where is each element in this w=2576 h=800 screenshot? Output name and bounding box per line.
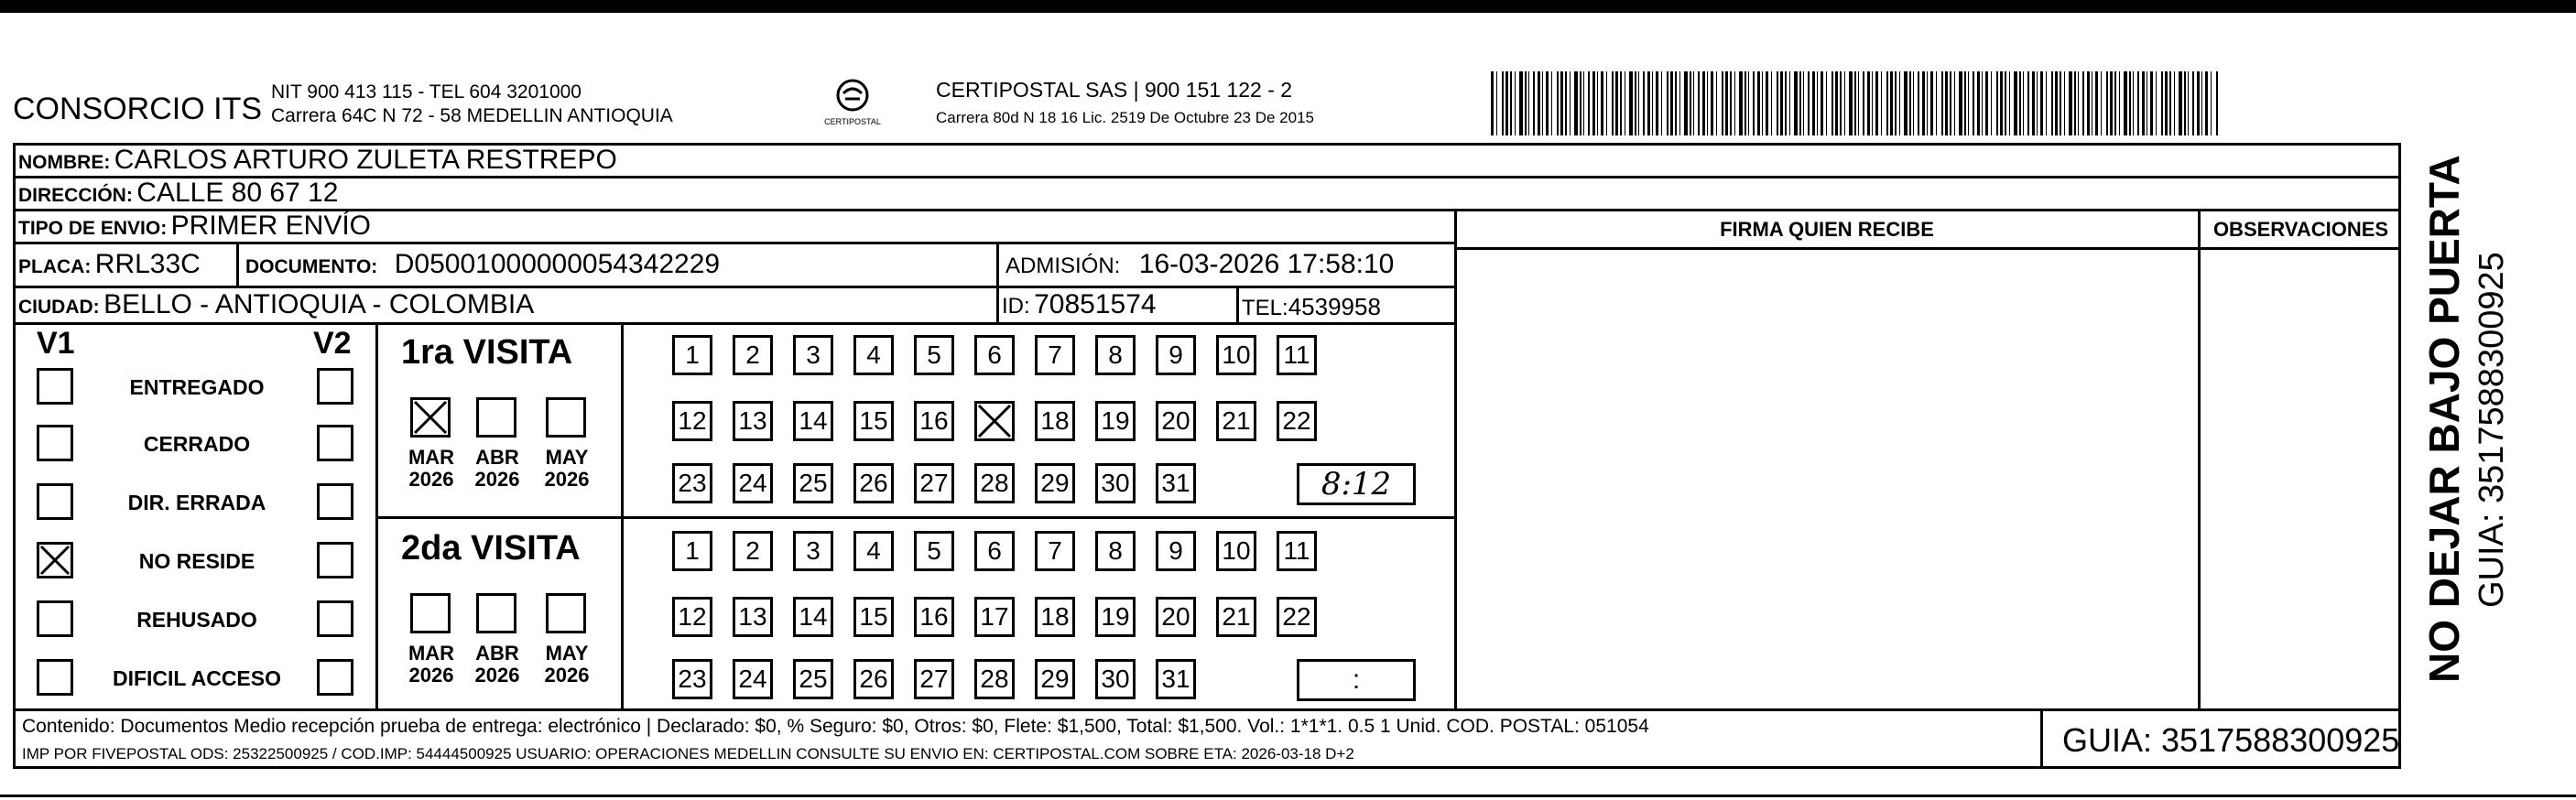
v1-header: V1 <box>37 326 75 361</box>
v2-checkbox[interactable] <box>317 368 353 405</box>
id-value: 70851574 <box>1034 289 1157 319</box>
carrier-address: Carrera 80d N 18 16 Lic. 2519 De Octubre 23 De 2015 <box>936 109 1314 126</box>
nombre-value: CARLOS ARTURO ZULETA RESTREPO <box>114 145 617 175</box>
month-year: 2026 <box>474 664 520 686</box>
day-box[interactable]: 9 <box>1156 531 1196 571</box>
day-box[interactable]: 20 <box>1156 401 1196 441</box>
firma-label: FIRMA QUIEN RECIBE <box>1720 218 1934 241</box>
day-box[interactable]: 7 <box>1035 531 1075 571</box>
row-placa: PLACA: RRL33C <box>18 249 201 279</box>
day-box[interactable]: 24 <box>733 463 773 503</box>
day-box[interactable]: 30 <box>1095 659 1136 699</box>
month-label <box>535 447 599 491</box>
day-box[interactable]: 27 <box>914 659 954 699</box>
day-box[interactable]: 7 <box>1035 335 1075 375</box>
month-year: 2026 <box>544 664 590 686</box>
day-box[interactable]: 31 <box>1156 463 1196 503</box>
day-box[interactable]: 25 <box>793 659 833 699</box>
side-warning: NO DEJAR BAJO PUERTA <box>2420 155 2468 683</box>
v2-checkbox[interactable] <box>317 483 353 520</box>
day-box[interactable]: 18 <box>1035 401 1075 441</box>
side-guia: GUIA: 3517588300925 <box>2473 252 2511 608</box>
footer-imp: IMP POR FIVEPOSTAL ODS: 25322500925 / COD.IMP: 54444500925 USUARIO: OPERACIONES MEDELLIN CONSULTE SU ENVIO EN: CERTIPOSTAL.COM SOBRE ETA: 2026-03-18 D+2 <box>22 745 1354 762</box>
state-label: ENTREGADO <box>129 375 265 399</box>
day-box[interactable]: 1 <box>672 335 712 375</box>
day-box[interactable]: 9 <box>1156 335 1196 375</box>
row-nombre: NOMBRE: CARLOS ARTURO ZULETA RESTREPO <box>18 145 617 175</box>
visit-title: 2da VISITA <box>401 529 581 568</box>
month-checkbox[interactable] <box>476 593 516 633</box>
documento-value: D05001000000054342229 <box>394 249 721 279</box>
tel-value: 4539958 <box>1288 293 1381 320</box>
state-label: NO RESIDE <box>138 549 255 573</box>
row-id: ID: 70851574 <box>1002 289 1157 319</box>
hour-box[interactable]: : <box>1297 659 1416 701</box>
certipostal-logo <box>815 77 890 128</box>
month-label <box>465 643 529 686</box>
day-box[interactable]: 14 <box>793 401 833 441</box>
placa-value: RRL33C <box>94 249 201 279</box>
day-box[interactable]: 3 <box>793 531 833 571</box>
v1-checkbox[interactable] <box>37 483 73 520</box>
day-box[interactable]: 29 <box>1035 659 1075 699</box>
day-box[interactable]: 22 <box>1277 401 1317 441</box>
day-box[interactable]: 8 <box>1095 531 1136 571</box>
footer-content: Contenido: Documentos Medio recepción prueba de entrega: electrónico | Declarado: $0, % Seguro: $0, Otros: $0, Flete: $1,500, Total: $1,500. Vol.: 1*1*1. 0.5 1 Unid. COD. POSTAL: 051054 <box>22 716 1649 737</box>
day-box[interactable]: 28 <box>974 659 1015 699</box>
v1-checkbox[interactable] <box>37 600 73 637</box>
day-box[interactable]: 14 <box>793 597 833 637</box>
month-label <box>399 643 463 686</box>
observaciones-label: OBSERVACIONES <box>2212 218 2389 241</box>
month-checkbox[interactable] <box>410 397 451 438</box>
day-box[interactable]: 17 <box>974 597 1015 637</box>
row-tel: TEL:4539958 <box>1242 293 1381 320</box>
company-name: CONSORCIO ITS <box>13 92 263 126</box>
day-box[interactable]: 23 <box>672 659 712 699</box>
day-box[interactable]: 21 <box>1216 401 1256 441</box>
month-name: MAY <box>545 642 589 665</box>
day-box[interactable]: 25 <box>793 463 833 503</box>
day-box[interactable]: 5 <box>914 335 954 375</box>
day-box[interactable]: 27 <box>914 463 954 503</box>
month-year: 2026 <box>474 468 520 491</box>
month-label <box>399 447 463 491</box>
ciudad-value: BELLO - ANTIOQUIA - COLOMBIA <box>103 289 535 319</box>
day-box[interactable]: 16 <box>914 597 954 637</box>
row-ciudad: CIUDAD: BELLO - ANTIOQUIA - COLOMBIA <box>18 289 535 319</box>
v2-checkbox[interactable] <box>317 542 353 578</box>
row-documento: DOCUMENTO: D05001000000054342229 <box>245 249 721 279</box>
month-label <box>465 447 529 491</box>
v1-checkbox[interactable] <box>37 368 73 405</box>
hour-box[interactable]: 8:12 <box>1297 463 1416 505</box>
day-box[interactable]: 20 <box>1156 597 1196 637</box>
admision-value: 16-03-2026 17:58:10 <box>1138 249 1395 279</box>
day-box[interactable]: 12 <box>672 597 712 637</box>
day-box[interactable]: 4 <box>853 335 894 375</box>
state-label: REHUSADO <box>136 608 257 632</box>
visit-title: 1ra VISITA <box>401 333 573 372</box>
day-box[interactable]: 30 <box>1095 463 1136 503</box>
day-box[interactable]: 6 <box>974 531 1015 571</box>
month-checkbox[interactable] <box>410 593 451 633</box>
day-box[interactable]: 19 <box>1095 401 1136 441</box>
day-box[interactable]: 28 <box>974 463 1015 503</box>
day-box[interactable]: 15 <box>853 401 894 441</box>
month-name: MAY <box>545 446 589 469</box>
day-box[interactable]: 8 <box>1095 335 1136 375</box>
tipo-value: PRIMER ENVÍO <box>170 211 372 241</box>
day-box[interactable]: 15 <box>853 597 894 637</box>
month-year: 2026 <box>408 468 454 491</box>
row-tipo: TIPO DE ENVIO: PRIMER ENVÍO <box>18 211 372 241</box>
v1-checkbox[interactable] <box>37 542 73 578</box>
day-box[interactable]: 11 <box>1277 335 1317 375</box>
month-checkbox[interactable] <box>546 593 586 633</box>
day-box[interactable]: 5 <box>914 531 954 571</box>
v2-checkbox[interactable] <box>317 425 353 461</box>
day-box[interactable]: 2 <box>733 335 773 375</box>
day-box[interactable]: 11 <box>1277 531 1317 571</box>
month-name: ABR <box>475 446 519 469</box>
day-box[interactable]: 26 <box>853 463 894 503</box>
day-box[interactable]: 1 <box>672 531 712 571</box>
row-direccion: DIRECCIÓN: CALLE 80 67 12 <box>18 178 339 208</box>
barcode <box>1491 71 2223 135</box>
day-box[interactable]: 23 <box>672 463 712 503</box>
row-admision: ADMISIÓN: 16-03-2026 17:58:10 <box>1005 249 1395 279</box>
month-name: MAR <box>408 446 455 469</box>
day-box[interactable]: 19 <box>1095 597 1136 637</box>
v2-checkbox[interactable] <box>317 659 353 696</box>
month-name: MAR <box>408 642 455 665</box>
v2-header: V2 <box>313 326 352 361</box>
day-box[interactable]: 13 <box>733 597 773 637</box>
day-box[interactable]: 10 <box>1216 531 1256 571</box>
direccion-value: CALLE 80 67 12 <box>136 178 339 208</box>
company-nit: NIT 900 413 115 - TEL 604 3201000 <box>271 81 582 103</box>
v2-checkbox[interactable] <box>317 600 353 637</box>
v1-checkbox[interactable] <box>37 425 73 461</box>
v1-checkbox[interactable] <box>37 659 73 696</box>
day-box[interactable]: 29 <box>1035 463 1075 503</box>
day-box[interactable]: 6 <box>974 335 1015 375</box>
day-box[interactable]: 4 <box>853 531 894 571</box>
day-box[interactable]: 18 <box>1035 597 1075 637</box>
day-box[interactable]: 12 <box>672 401 712 441</box>
month-checkbox[interactable] <box>476 397 516 438</box>
month-year: 2026 <box>544 468 590 491</box>
day-box[interactable]: 3 <box>793 335 833 375</box>
day-box[interactable]: 10 <box>1216 335 1256 375</box>
state-label: CERRADO <box>143 432 251 456</box>
month-name: ABR <box>475 642 519 665</box>
logo-text: CERTIPOSTAL <box>824 117 881 126</box>
month-label <box>535 643 599 686</box>
footer-guia: GUIA: 3517588300925 <box>2062 721 2400 759</box>
day-box[interactable]: 2 <box>733 531 773 571</box>
company-address: Carrera 64C N 72 - 58 MEDELLIN ANTIOQUIA <box>271 105 673 126</box>
day-box[interactable]: 16 <box>914 401 954 441</box>
day-box[interactable]: 26 <box>853 659 894 699</box>
day-box[interactable]: 13 <box>733 401 773 441</box>
day-box[interactable]: 22 <box>1277 597 1317 637</box>
day-box[interactable]: 21 <box>1216 597 1256 637</box>
day-box[interactable] <box>974 401 1015 441</box>
day-box[interactable]: 24 <box>733 659 773 699</box>
month-year: 2026 <box>408 664 454 686</box>
state-label: DIR. ERRADA <box>127 491 266 514</box>
carrier-title: CERTIPOSTAL SAS | 900 151 122 - 2 <box>936 78 1293 102</box>
day-box[interactable]: 31 <box>1156 659 1196 699</box>
month-checkbox[interactable] <box>546 397 586 438</box>
bottom-edge <box>0 795 2576 797</box>
state-label: DIFICIL ACCESO <box>112 666 281 690</box>
top-edge <box>0 0 2576 13</box>
